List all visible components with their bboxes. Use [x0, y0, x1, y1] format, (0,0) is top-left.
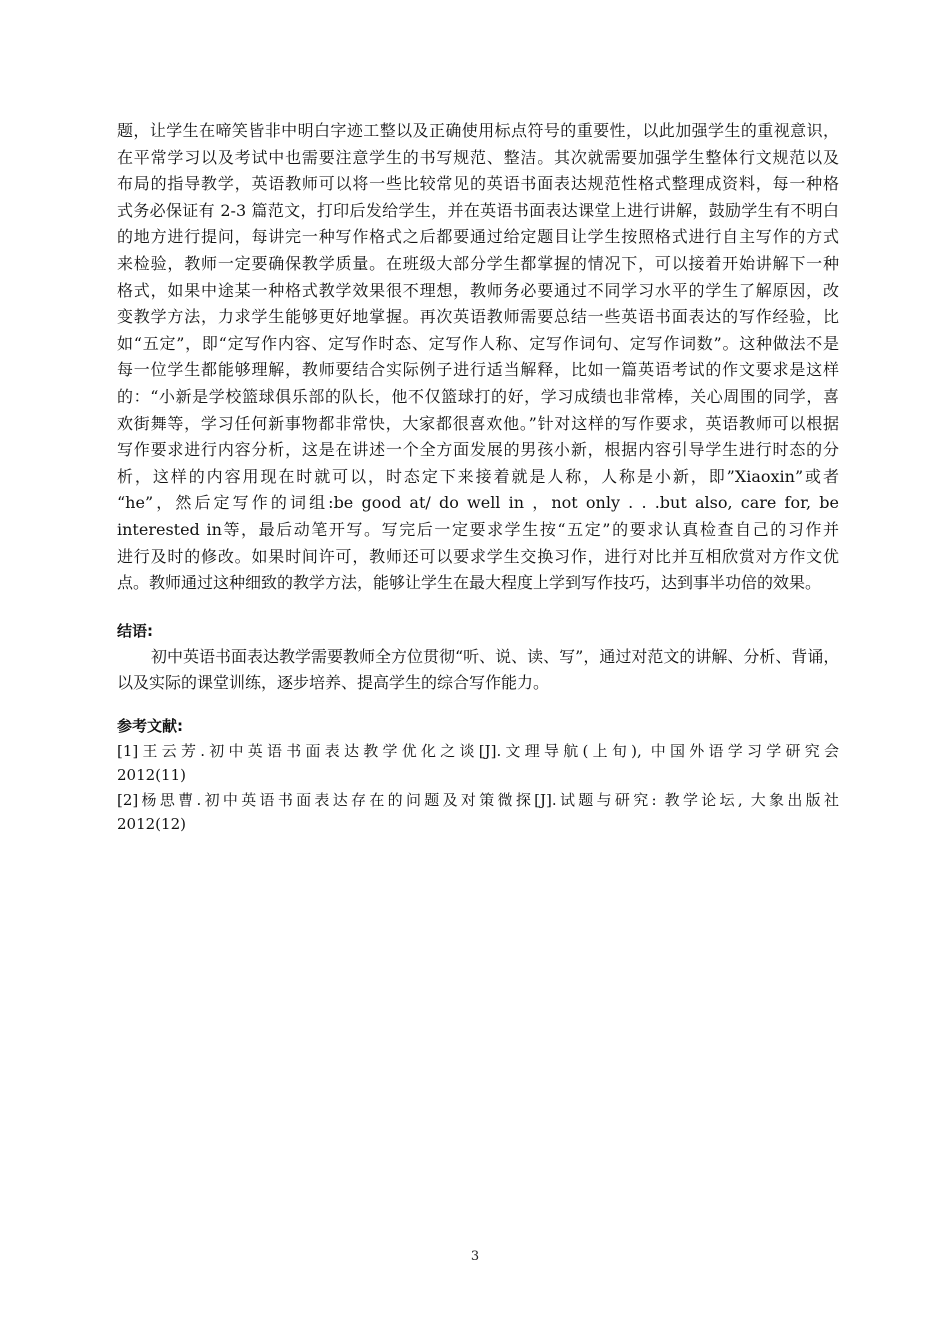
document-page — [117, 118, 839, 837]
text-line: “he”，然后定写作的词组:be good at/ do well in ，not only . . .but also, care for, be — [117, 493, 839, 513]
text-line: 格式，如果中途某一种格式教学效果很不理想，教师务必要通过不同学习水平的学生了解原因，改 — [117, 280, 839, 300]
text-line: 题，让学生在啼笑皆非中明白字迹工整以及正确使用标点符号的重要性，以此加强学生的重视意识， — [117, 121, 839, 140]
conclusion-heading: 结语: — [117, 621, 153, 640]
text-line: 式务必保证有 2-3 篇范文，打印后发给学生，并在英语书面表达课堂上进行讲解，鼓励学生有不明白 — [117, 200, 839, 220]
text-line: 布局的指导教学，英语教师可以将一些比较常见的英语书面表达规范性格式整理成资料，每一种格 — [117, 174, 839, 194]
reference-text: [2]杨思曹.初中英语书面表达存在的问题及对策微探[J].试题与研究: 教学论坛, 大象出版社 — [117, 790, 839, 809]
body-paragraph — [117, 118, 839, 597]
page-number: 3 — [470, 1249, 480, 1264]
text-line: 欢街舞等，学习任何新事物都非常快，大家都很喜欢他。”针对这样的写作要求，英语教师可以根据 — [117, 413, 839, 433]
text-line: 每一位学生都能够理解，教师要结合实际例子进行适当解释，比如一篇英语考试的作文要求是这样 — [117, 360, 839, 380]
reference-date: 2012(12) — [117, 815, 186, 834]
references-section — [117, 713, 839, 837]
text-line: 点。教师通过这种细致的教学方法，能够让学生在最大程度上学到写作技巧，达到事半功倍的效果。 — [117, 573, 822, 593]
text-line: 写作要求进行内容分析，这是在讲述一个全方面发展的男孩小新，根据内容引导学生进行时态的分 — [117, 440, 839, 460]
references-heading: 参考文献: — [117, 716, 183, 735]
reference-text: [1]王云芳.初中英语书面表达教学优化之谈[J].文理导航(上旬), 中国外语学习学研究会 — [117, 741, 839, 760]
text-line: 来检验，教师一定要确保教学质量。在班级大部分学生都掌握的情况下，可以接着开始讲解下一种 — [117, 253, 839, 273]
text-line: 在平常学习以及考试中也需要注意学生的书写规范、整洁。其次就需要加强学生整体行文规范以及 — [117, 147, 839, 167]
reference-date: 2012(11) — [117, 766, 186, 785]
text-line: 析，这样的内容用现在时就可以，时态定下来接着就是人称，人称是小新，即”Xiaoxin”或者 — [117, 466, 839, 486]
text-line: 进行及时的修改。如果时间许可，教师还可以要求学生交换习作，进行对比并互相欣赏对方作文优 — [117, 546, 839, 566]
text-line: 如“五定”，即“定写作内容、定写作时态、定写作人称、定写作词句、定写作词数”。这种做法不是 — [117, 333, 839, 353]
text-line: 的：“小新是学校篮球俱乐部的队长，他不仅篮球打的好，学习成绩也非常棒，关心周围的同学，喜 — [117, 386, 839, 406]
text-line: 变教学方法，力求学生能够更好地掌握。再次英语教师需要总结一些英语书面表达的写作经验，比 — [117, 307, 839, 327]
text-line: 初中英语书面表达教学需要教师全方位贯彻“听、说、读、写”，通过对范文的讲解、分析、背诵， — [151, 646, 839, 666]
reference-item — [117, 739, 839, 788]
conclusion-section — [117, 618, 839, 697]
text-line: 的地方进行提问，每讲完一种写作格式之后都要通过给定题目让学生按照格式进行自主写作的方式 — [117, 227, 839, 247]
reference-item — [117, 788, 839, 837]
text-line: interested in等，最后动笔开写。写完后一定要求学生按“五定”的要求认真检查自己的习作并 — [117, 519, 839, 539]
text-line: 以及实际的课堂训练，逐步培养、提高学生的综合写作能力。 — [117, 673, 550, 693]
